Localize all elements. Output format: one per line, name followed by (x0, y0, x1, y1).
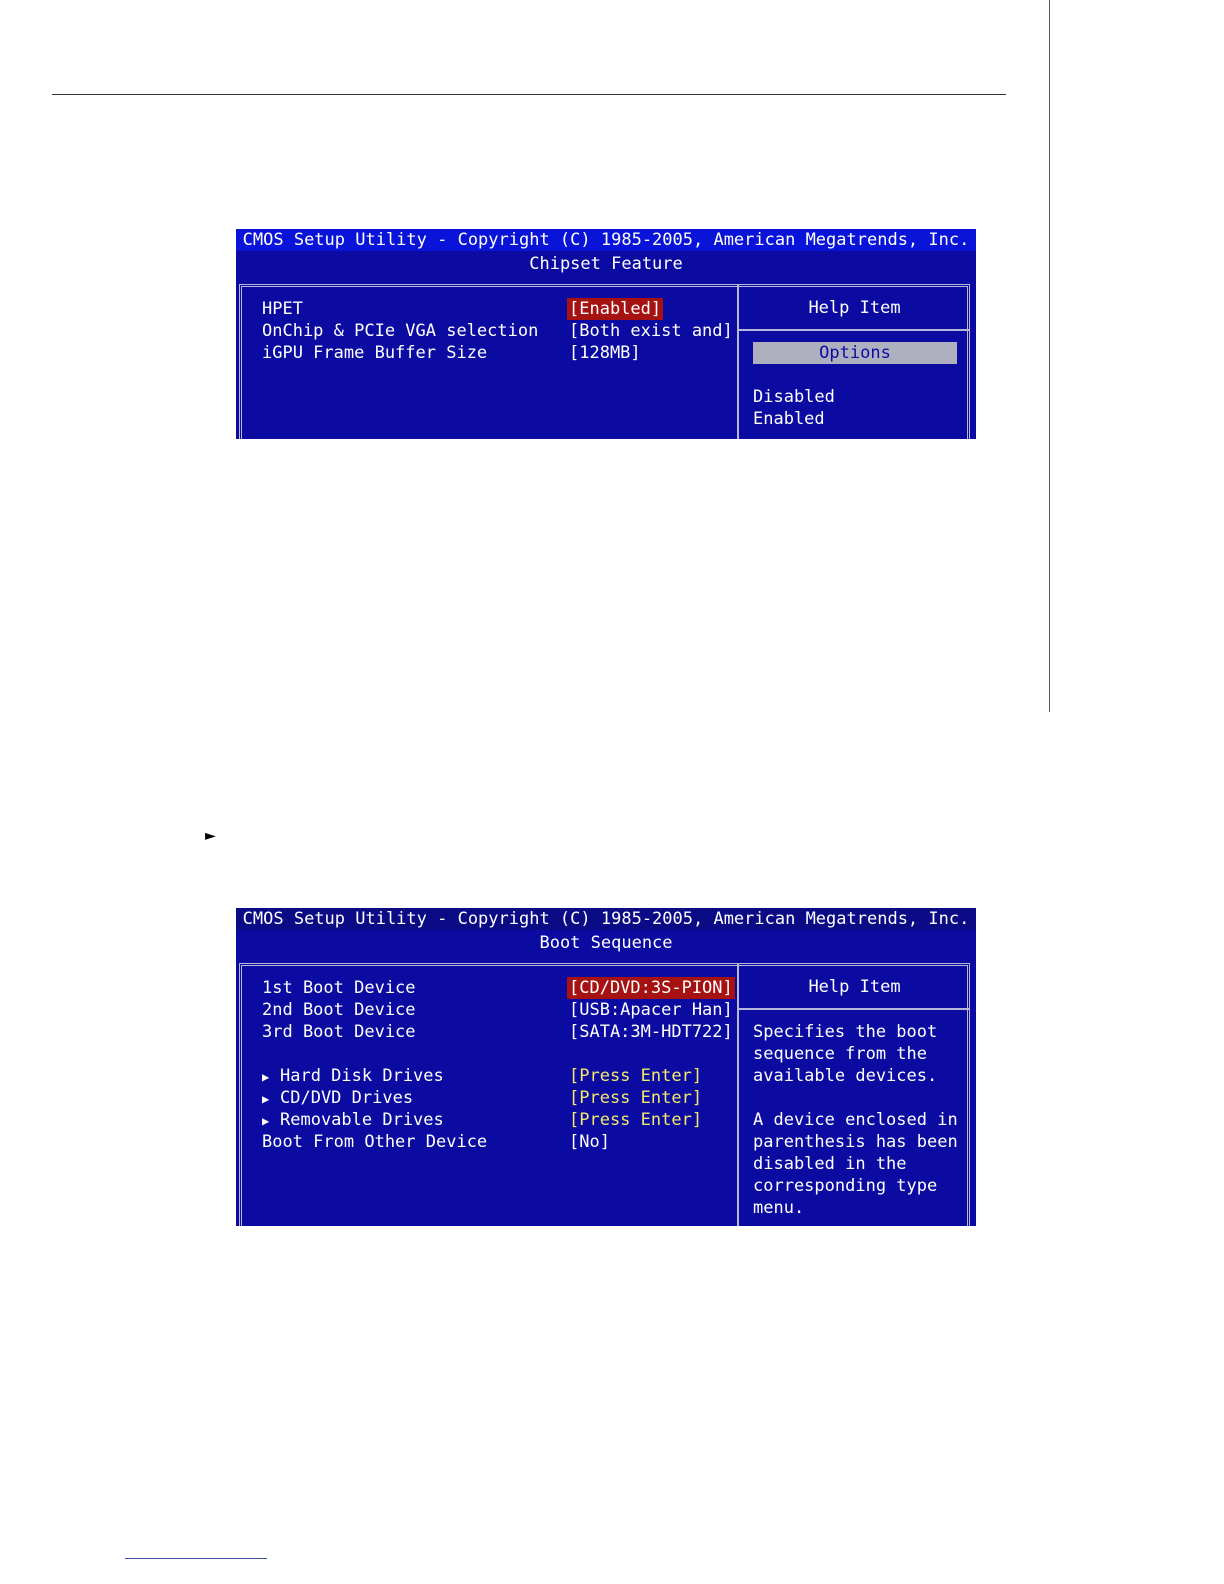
help-title: Help Item (808, 298, 901, 318)
panel-divider (737, 963, 739, 1226)
help-separator (739, 329, 970, 331)
submenu-label: Hard Disk Drives (280, 1066, 444, 1086)
setting-igpu-buffer-value[interactable]: [128MB] (569, 343, 641, 363)
setting-1st-boot-label[interactable]: 1st Boot Device (262, 978, 416, 998)
bios-title: CMOS Setup Utility - Copyright (C) 1985-2005, American Megatrends, Inc. (236, 908, 976, 930)
submenu-label: Removable Drives (280, 1110, 444, 1130)
bios-title: CMOS Setup Utility - Copyright (C) 1985-2005, American Megatrends, Inc. (236, 229, 976, 251)
setting-igpu-buffer-label[interactable]: iGPU Frame Buffer Size (262, 343, 488, 363)
submenu-cd-dvd-drives[interactable] (262, 1087, 413, 1110)
footer-rule (125, 1558, 267, 1559)
submenu-removable-drives-value[interactable]: [Press Enter] (569, 1110, 703, 1130)
submenu-hard-disk-drives[interactable] (262, 1065, 444, 1088)
setting-vga-selection-label[interactable]: OnChip & PCIe VGA selection (262, 321, 539, 341)
submenu-hard-disk-drives-value[interactable]: [Press Enter] (569, 1066, 703, 1086)
bios-subtitle: Chipset Feature (529, 254, 683, 274)
bios-boot-screen (236, 908, 976, 1226)
bios-subtitle: Boot Sequence (539, 933, 673, 953)
setting-3rd-boot-value[interactable]: [SATA:3M-HDT722] (569, 1022, 733, 1042)
bios-chipset-screen (236, 229, 976, 439)
side-rule (1049, 0, 1050, 712)
bullet-arrow-icon: ► (205, 825, 216, 846)
submenu-cd-dvd-drives-value[interactable]: [Press Enter] (569, 1088, 703, 1108)
setting-2nd-boot-value[interactable]: [USB:Apacer Han] (569, 1000, 733, 1020)
option-disabled[interactable]: Disabled (753, 387, 835, 407)
setting-2nd-boot-label[interactable]: 2nd Boot Device (262, 1000, 416, 1020)
help-text-line: available devices. (753, 1066, 938, 1086)
setting-3rd-boot-label[interactable]: 3rd Boot Device (262, 1022, 416, 1042)
help-text-line: menu. (753, 1198, 805, 1218)
help-separator (739, 1008, 970, 1010)
help-title: Help Item (808, 977, 901, 997)
submenu-arrow-icon: ▶ (262, 1092, 270, 1106)
setting-hpet-value[interactable]: [Enabled] (569, 299, 662, 319)
help-text-line: disabled in the (753, 1154, 907, 1174)
header-rule (52, 94, 1006, 95)
help-text-line: Specifies the boot (753, 1022, 938, 1042)
help-text-line: corresponding type (753, 1176, 938, 1196)
options-header: Options (753, 342, 957, 364)
help-text-line: sequence from the (753, 1044, 927, 1064)
setting-boot-other-label[interactable]: Boot From Other Device (262, 1132, 488, 1152)
help-text-line: parenthesis has been (753, 1132, 958, 1152)
submenu-arrow-icon: ▶ (262, 1070, 270, 1084)
submenu-label: CD/DVD Drives (280, 1088, 414, 1108)
help-text-line: A device enclosed in (753, 1110, 958, 1130)
setting-1st-boot-value[interactable]: [CD/DVD:3S-PION] (569, 978, 733, 998)
setting-boot-other-value[interactable]: [No] (569, 1132, 610, 1152)
submenu-removable-drives[interactable] (262, 1109, 444, 1132)
setting-hpet-label[interactable]: HPET (262, 299, 303, 319)
setting-vga-selection-value[interactable]: [Both exist and] (569, 321, 733, 341)
submenu-arrow-icon: ▶ (262, 1114, 270, 1128)
option-enabled[interactable]: Enabled (753, 409, 825, 429)
